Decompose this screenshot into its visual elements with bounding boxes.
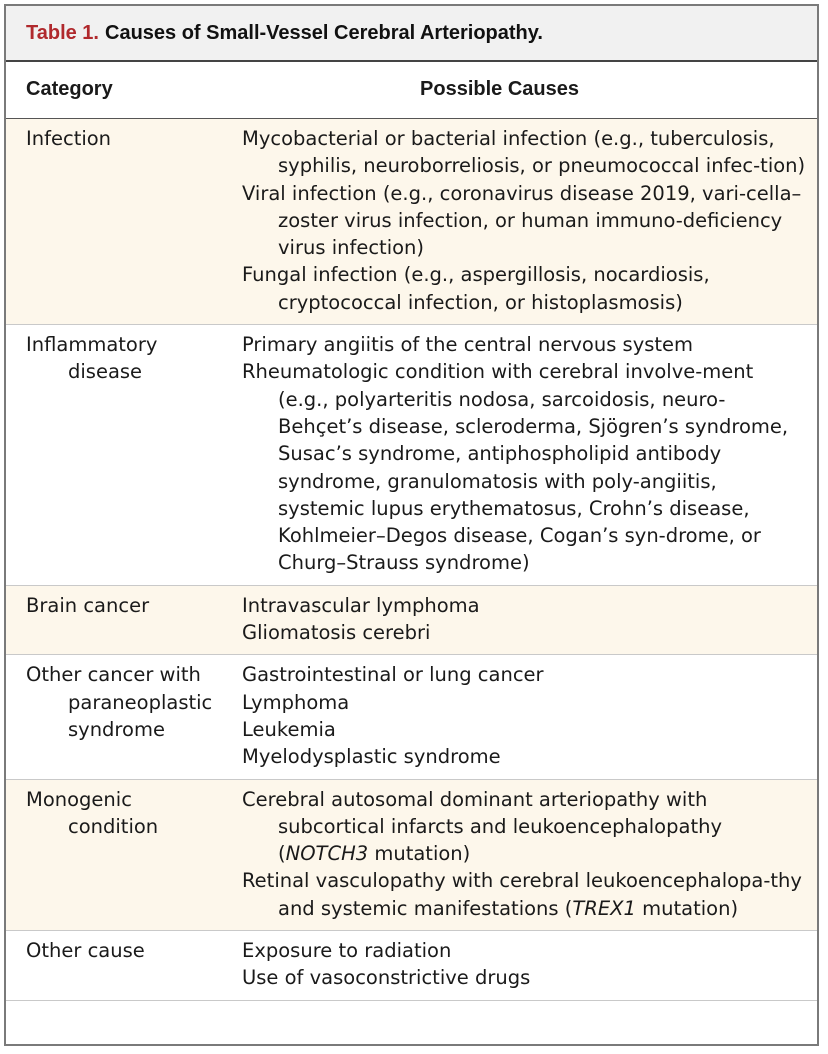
cause-item: Intravascular lymphoma <box>242 593 480 617</box>
cause-item: Use of vasoconstrictive drugs <box>242 966 531 990</box>
table-body <box>6 62 817 1001</box>
cause-item: Rheumatologic condition with cerebral involve-ment (e.g., polyarteritis nodosa, sarcoidosis, neuro-Behçet’s disease, scleroderma, Sjögren’s syndrome, Susac’s syndrome, antiphospholipid antibody syndrome, granulomatosis with poly-angiitis, systemic lupus erythematosus, Crohn’s disease, Kohlmeier–Degos disease, Cogan’s syn-drome, or Churg–Strauss syndrome) <box>242 360 789 575</box>
category-text: Brain cancer <box>26 593 150 617</box>
category-text: Other cancer with <box>26 663 201 687</box>
category-text: syndrome <box>68 717 165 741</box>
category-cell <box>6 786 242 922</box>
category-cell <box>6 937 242 992</box>
category-text: condition <box>68 814 159 838</box>
cause-item: Mycobacterial or bacterial infection (e.g., tuberculosis, syphilis, neuroborreliosis, or pneumococcal infec-tion) <box>242 127 806 178</box>
cause-item: Primary angiitis of the central nervous system <box>242 333 694 357</box>
cause-item: Exposure to radiation <box>242 939 452 963</box>
table-title <box>6 6 817 62</box>
header-possible-causes: Possible Causes <box>420 78 579 101</box>
cause-item: Gliomatosis cerebri <box>242 621 431 645</box>
category-cell <box>6 661 242 770</box>
causes-cell <box>242 786 817 922</box>
table-row <box>6 655 817 779</box>
causes-cell <box>242 125 817 316</box>
cause-item: Gastrointestinal or lung cancer <box>242 663 544 687</box>
causes-cell <box>242 331 817 577</box>
causes-cell <box>242 937 817 992</box>
category-cell <box>6 125 242 316</box>
category-text: Inflammatory <box>26 333 158 357</box>
table-row <box>6 586 817 656</box>
causes-cell <box>242 592 817 647</box>
header-category: Category <box>26 78 113 101</box>
cause-item: Cerebral autosomal dominant arteriopathy with subcortical infarcts and leukoencephalopathy (NOTCH3 mutation) <box>242 787 722 866</box>
cause-item: Leukemia <box>242 717 336 741</box>
table-header-row <box>6 62 817 119</box>
table-number: Table 1. <box>26 21 99 44</box>
table-frame <box>4 4 819 1046</box>
table-rows <box>6 119 817 1001</box>
table-row <box>6 780 817 931</box>
category-cell <box>6 592 242 647</box>
gene-name: TREX1 <box>572 896 636 920</box>
category-text: disease <box>68 360 143 384</box>
cause-item: Lymphoma <box>242 690 350 714</box>
gene-name: NOTCH3 <box>285 842 369 866</box>
category-text: Monogenic <box>26 787 132 811</box>
cause-item: Viral infection (e.g., coronavirus disease 2019, vari-cella–zoster virus infection, or human immuno-deficiency virus infection) <box>242 181 802 260</box>
category-cell <box>6 331 242 577</box>
cause-item: Retinal vasculopathy with cerebral leukoencephalopa-thy and systemic manifestations (TREX1 mutation) <box>242 869 802 920</box>
table-row <box>6 931 817 1001</box>
category-text: Infection <box>26 127 112 150</box>
category-text: paraneoplastic <box>68 690 213 714</box>
category-text: Other cause <box>26 939 145 963</box>
table-row <box>6 119 817 325</box>
cause-item: Fungal infection (e.g., aspergillosis, nocardiosis, cryptococcal infection, or histoplasmosis) <box>242 263 710 314</box>
table-title-text: Causes of Small-Vessel Cerebral Arteriopathy. <box>105 21 543 44</box>
table-row <box>6 325 817 586</box>
causes-cell <box>242 661 817 770</box>
cause-item: Myelodysplastic syndrome <box>242 745 501 769</box>
